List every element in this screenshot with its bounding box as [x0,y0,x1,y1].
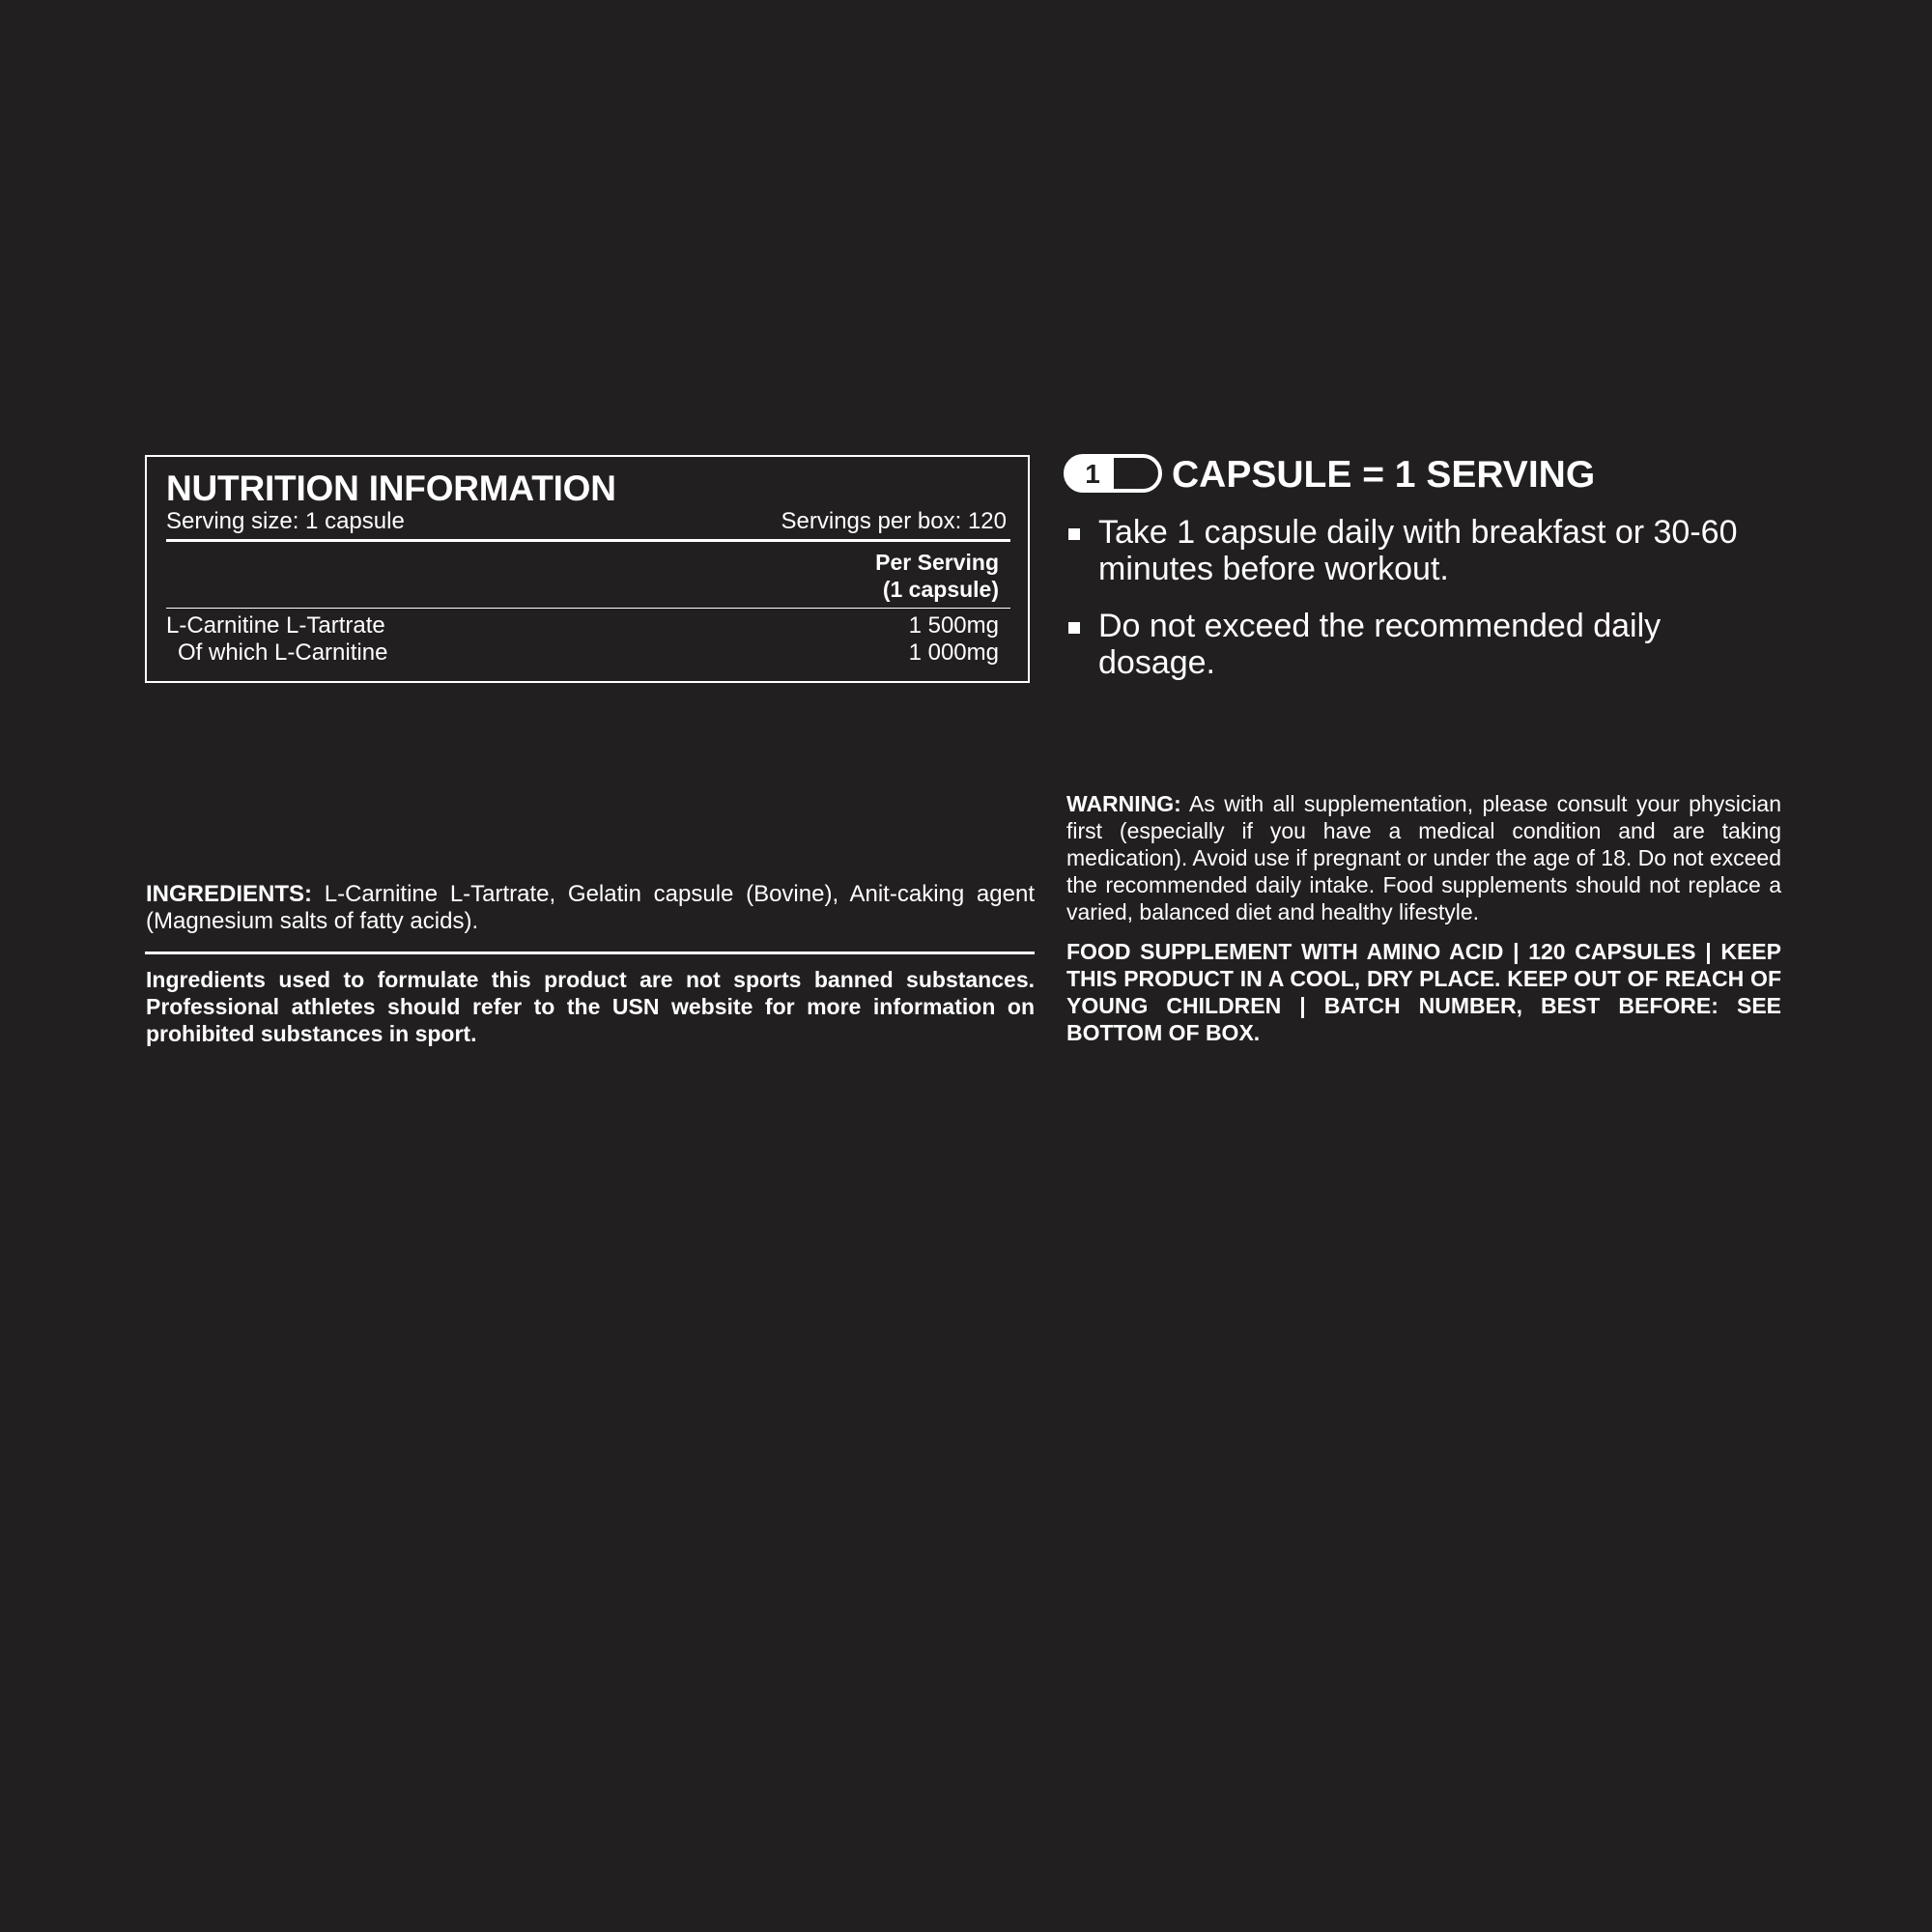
ingredients-body: L-Carnitine L-Tartrate, Gelatin capsule (Bovine), Anit-caking agent (Magnesium salts of fatty acids). [146,881,1035,934]
warning-body: As with all supplementation, please consult your physician first (especially if you have a medical condition and are taking medication). Avoid use if pregnant or under the age of 18. Do not exceed the recommended daily intake. Food supplements should not replace a varied, balanced diet and healthy lifestyle. [1066,791,1781,924]
bullet-icon [1068,622,1080,634]
nutrient-value: 1 000mg [908,639,999,666]
nutrient-value: 1 500mg [908,612,999,639]
ingredients-divider [145,952,1035,954]
warning-label: WARNING: [1066,791,1181,816]
direction-item [1066,608,1743,685]
direction-item [1066,514,1743,591]
nutrition-title: NUTRITION INFORMATION [166,469,616,508]
nutrition-divider-thick [166,539,1010,542]
bullet-icon [1068,528,1080,540]
direction-text: Do not exceed the recommended daily dosage. [1098,608,1662,681]
warning-text [1066,790,1781,925]
nutrition-divider-thin [166,608,1010,609]
nutrient-label: L-Carnitine L-Tartrate [166,612,385,639]
per-serving-line1: Per Serving [875,550,999,575]
ingredients-label: INGREDIENTS: [146,881,313,907]
capsule-icon-number: 1 [1085,459,1100,489]
food-supplement-statement: FOOD SUPPLEMENT WITH AMINO ACID | 120 CAPSULES | KEEP THIS PRODUCT IN A COOL, DRY PLACE. KEEP OUT OF REACH OF YOUNG CHILDREN | BATCH NUMBER, BEST BEFORE: SEE BOTTOM OF BOX. [1066,939,1781,1045]
ingredients-text [146,881,1035,935]
serving-size: Serving size: 1 capsule [166,508,405,534]
servings-per-box: Servings per box: 120 [781,508,1007,534]
sports-substances-note: Ingredients used to formulate this product are not sports banned substances. Professional athletes should refer to the USN website for more information on prohibited substances in sport. [146,967,1035,1046]
nutrition-panel [145,455,1030,683]
per-serving-line2: (1 capsule) [882,577,999,602]
per-serving-header [875,549,999,603]
capsule-heading-text: CAPSULE = 1 SERVING [1172,454,1596,496]
capsule-icon [1064,454,1162,493]
nutrient-label: Of which L-Carnitine [178,639,388,666]
direction-text: Take 1 capsule daily with breakfast or 30-60 minutes before workout. [1098,514,1738,587]
